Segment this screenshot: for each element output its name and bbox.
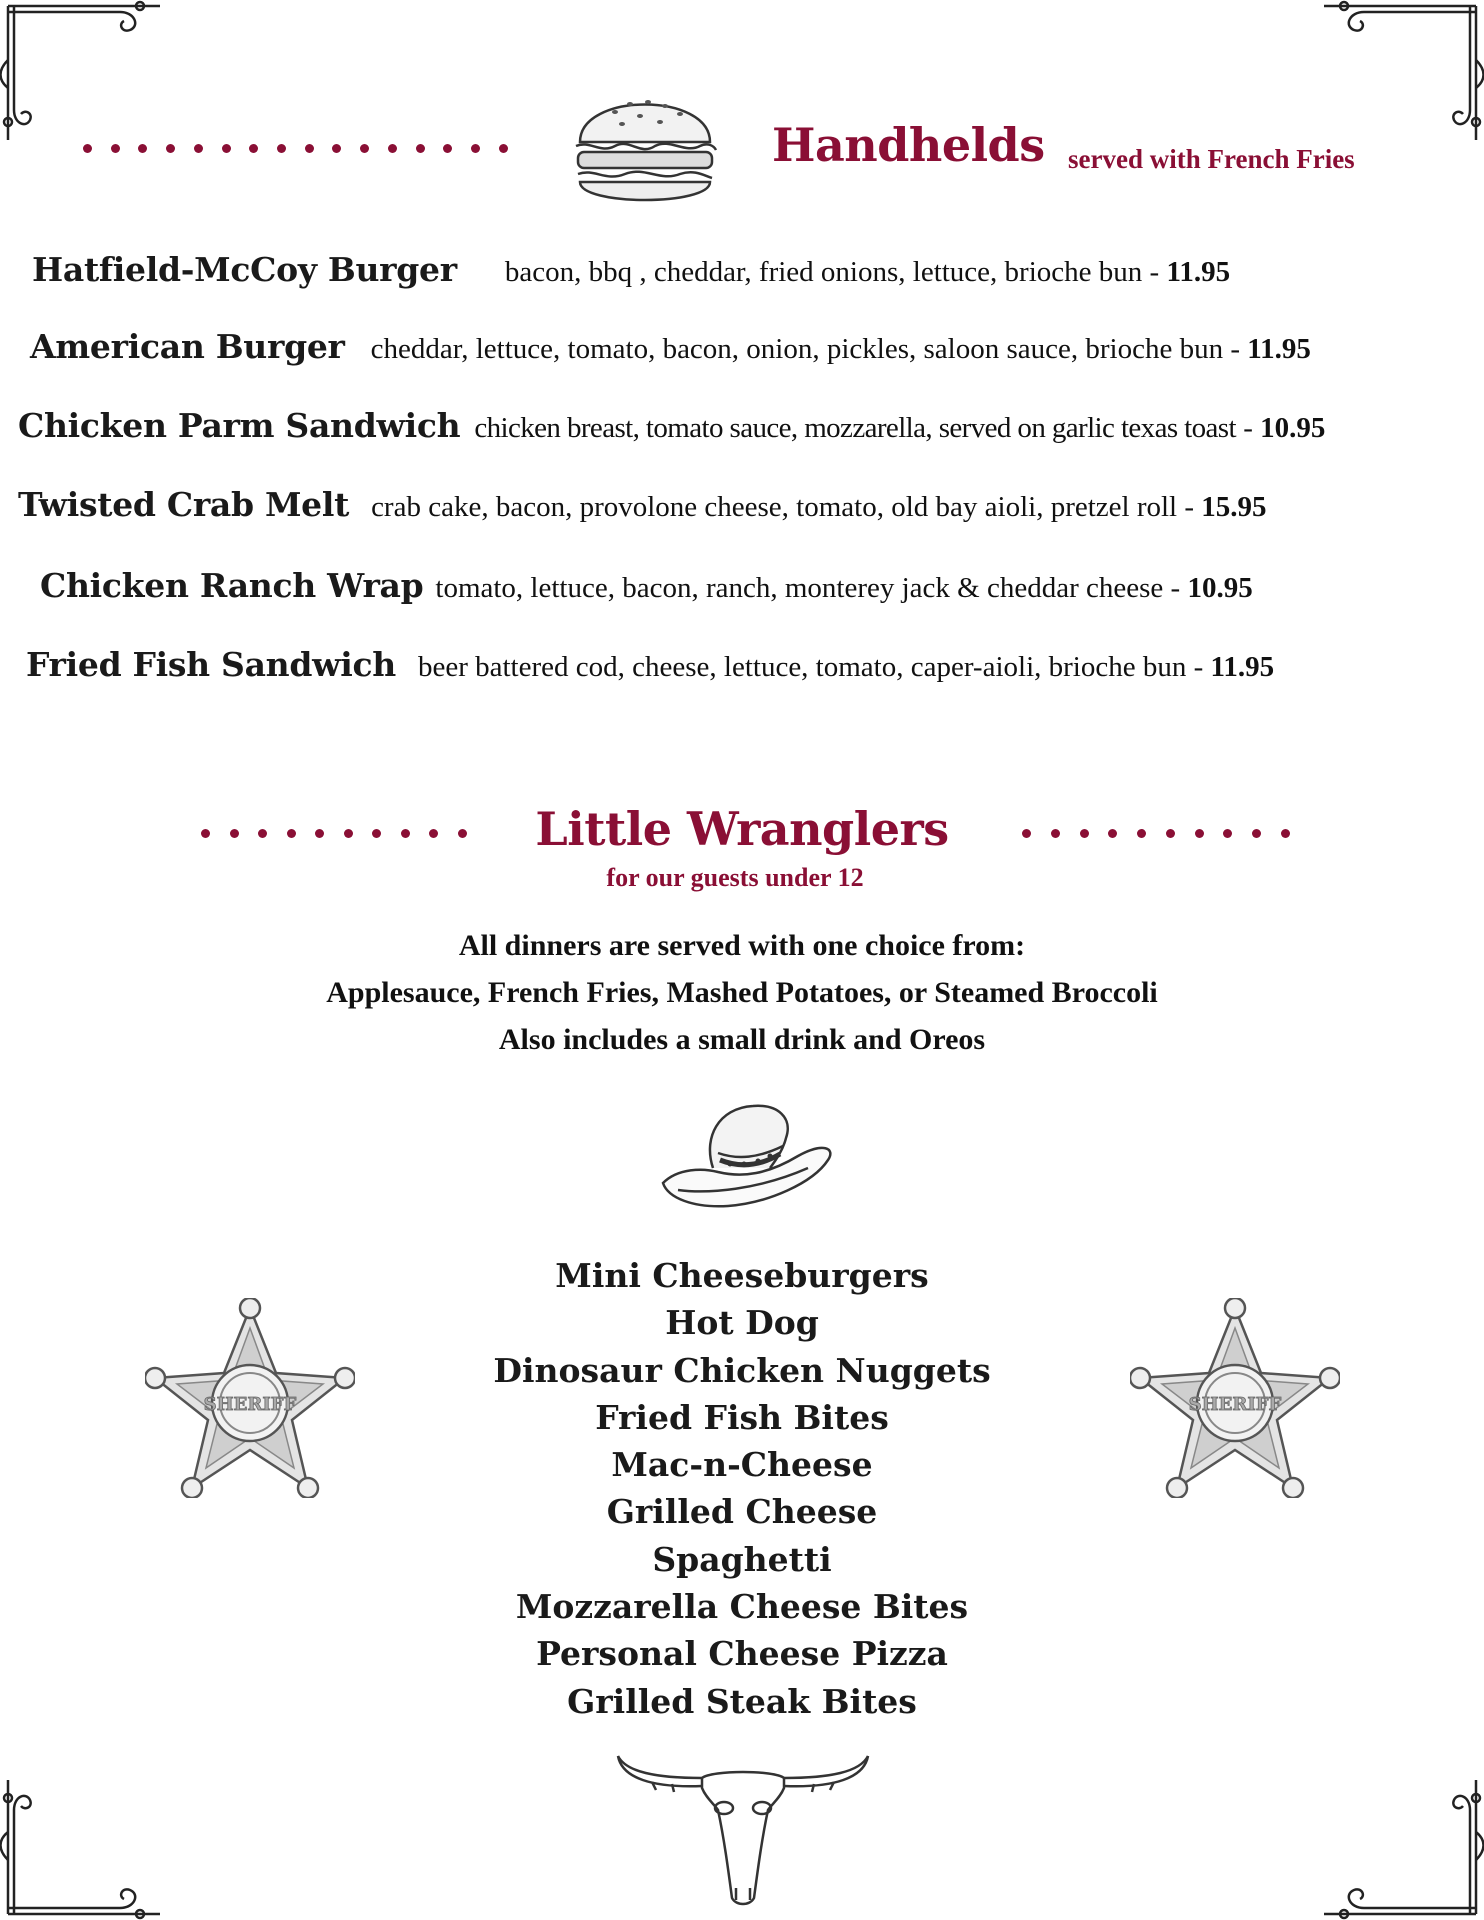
list-item: Mini Cheeseburgers bbox=[555, 1256, 929, 1295]
list-item: Fried Fish Bites bbox=[595, 1397, 889, 1437]
handhelds-title: Handhelds bbox=[772, 118, 1045, 172]
burger-icon bbox=[570, 84, 720, 214]
cowboy-hat-icon bbox=[658, 1098, 838, 1213]
item-price: 10.95 bbox=[1187, 572, 1253, 604]
list-item: Grilled Steak Bites bbox=[567, 1681, 917, 1721]
list-item: Mac-n-Cheese bbox=[611, 1445, 873, 1485]
item-description: beer battered cod, cheese, lettuce, tomato, caper-aioli, brioche bun bbox=[417, 651, 1187, 683]
kids-intro-line: Also includes a small drink and Oreos bbox=[498, 1023, 986, 1056]
corner-flourish-top-right bbox=[1314, 0, 1484, 150]
kids-subtitle: for our guests under 12 bbox=[606, 863, 864, 892]
kids-intro-line: All dinners are served with one choice from: bbox=[458, 929, 1026, 962]
menu-item: Chicken Parm Sandwich chicken breast, tomato sauce, mozzarella, served on garlic texas toast - 10.95 bbox=[18, 406, 1326, 445]
item-price: 11.95 bbox=[1247, 333, 1311, 365]
list-item: Spaghetti bbox=[652, 1539, 832, 1579]
item-description: crab cake, bacon, provolone cheese, tomato, old bay aioli, pretzel roll bbox=[371, 491, 1178, 523]
handhelds-subtitle: served with French Fries bbox=[1068, 144, 1355, 174]
kids-intro-line: Applesauce, French Fries, Mashed Potatoes, or Steamed Broccoli bbox=[326, 976, 1158, 1009]
menu-item: Chicken Ranch Wrap tomato, lettuce, bacon, ranch, monterey jack & cheddar cheese - 10.95 bbox=[40, 566, 1253, 605]
menu-item: Fried Fish Sandwich beer battered cod, cheese, lettuce, tomato, caper-aioli, brioche bun - 11.95 bbox=[26, 645, 1275, 684]
list-item: Grilled Cheese bbox=[606, 1492, 878, 1532]
kids-title: Little Wranglers bbox=[535, 802, 949, 856]
item-price: 11.95 bbox=[1210, 651, 1275, 683]
corner-flourish-bottom-right bbox=[1314, 1770, 1484, 1920]
item-price: 10.95 bbox=[1260, 412, 1326, 444]
corner-flourish-top-left bbox=[0, 0, 170, 150]
item-name: Twisted Crab Melt bbox=[18, 485, 350, 524]
list-item: Personal Cheese Pizza bbox=[536, 1634, 948, 1674]
list-item: Dinosaur Chicken Nuggets bbox=[493, 1350, 991, 1390]
menu-item: Hatfield-McCoy Burger bacon, bbq , cheddar, fried onions, lettuce, brioche bun - 11.95 bbox=[32, 250, 1231, 289]
item-description: cheddar, lettuce, tomato, bacon, onion, pickles, saloon sauce, brioche bun bbox=[370, 333, 1224, 365]
corner-flourish-bottom-left bbox=[0, 1770, 170, 1920]
item-description: chicken breast, tomato sauce, mozzarella, served on garlic texas toast bbox=[474, 412, 1236, 444]
menu-item: American Burger cheddar, lettuce, tomato, bacon, onion, pickles, saloon sauce, brioche bun - 11.95 bbox=[30, 327, 1311, 366]
menu-item: Twisted Crab Melt crab cake, bacon, provolone cheese, tomato, old bay aioli, pretzel roll - 15.95 bbox=[18, 485, 1267, 524]
item-name: Fried Fish Sandwich bbox=[26, 645, 396, 684]
badge-label: SHERIFF bbox=[1188, 1394, 1282, 1415]
kids-menu-list bbox=[0, 1252, 1484, 1725]
item-description: tomato, lettuce, bacon, ranch, monterey jack & cheddar cheese bbox=[435, 572, 1164, 604]
item-name: Chicken Ranch Wrap bbox=[40, 566, 424, 605]
list-item: Hot Dog bbox=[665, 1303, 819, 1343]
item-name: American Burger bbox=[30, 327, 345, 366]
badge-label: SHERIFF bbox=[203, 1394, 297, 1415]
dotted-divider-left bbox=[83, 144, 508, 153]
item-price: 15.95 bbox=[1201, 491, 1267, 523]
item-description: bacon, bbq , cheddar, fried onions, lettuce, brioche bun bbox=[504, 256, 1143, 288]
list-item: Mozzarella Cheese Bites bbox=[515, 1587, 969, 1627]
longhorn-skull-icon bbox=[612, 1748, 874, 1908]
item-name: Hatfield-McCoy Burger bbox=[32, 250, 457, 289]
item-name: Chicken Parm Sandwich bbox=[18, 406, 461, 445]
item-price: 11.95 bbox=[1166, 256, 1231, 288]
